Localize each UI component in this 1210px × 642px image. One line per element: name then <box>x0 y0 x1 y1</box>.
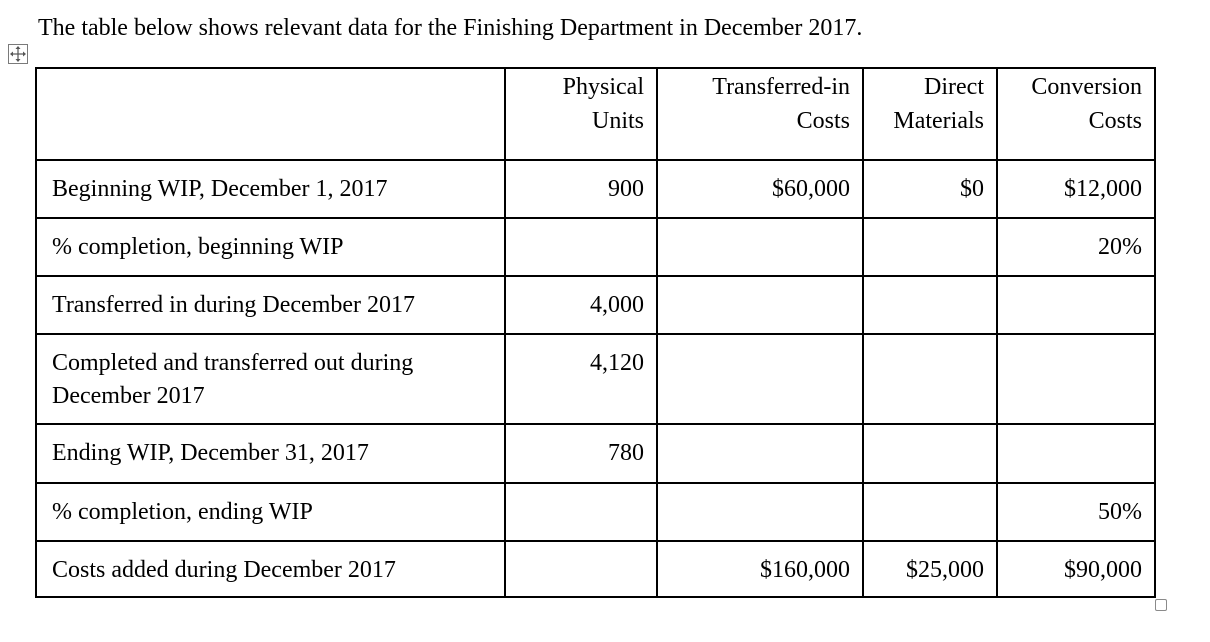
cell-direct-materials <box>863 276 997 334</box>
cell-physical-units <box>505 483 657 541</box>
row-label: Transferred in during December 2017 <box>36 276 505 334</box>
cell-conversion-costs <box>997 424 1155 483</box>
cell-transferred-in-costs <box>657 276 863 334</box>
header-row <box>36 68 1155 160</box>
cell-transferred-in-costs <box>657 483 863 541</box>
cell-physical-units: 4,000 <box>505 276 657 334</box>
table-row <box>36 334 1155 424</box>
row-label: % completion, ending WIP <box>36 483 505 541</box>
cell-direct-materials <box>863 483 997 541</box>
cell-physical-units <box>505 218 657 276</box>
row-label: Ending WIP, December 31, 2017 <box>36 424 505 483</box>
row-label: % completion, beginning WIP <box>36 218 505 276</box>
table-row <box>36 276 1155 334</box>
cell-transferred-in-costs <box>657 424 863 483</box>
cell-conversion-costs <box>997 276 1155 334</box>
cell-direct-materials: $25,000 <box>863 541 997 597</box>
four-arrows-move-icon <box>9 45 27 63</box>
table-row <box>36 483 1155 541</box>
row-label: Beginning WIP, December 1, 2017 <box>36 160 505 218</box>
cell-physical-units: 780 <box>505 424 657 483</box>
cell-transferred-in-costs: $160,000 <box>657 541 863 597</box>
table-row <box>36 160 1155 218</box>
cell-physical-units: 4,120 <box>505 334 657 424</box>
cell-direct-materials <box>863 424 997 483</box>
cell-direct-materials <box>863 218 997 276</box>
cell-conversion-costs: 50% <box>997 483 1155 541</box>
cell-physical-units: 900 <box>505 160 657 218</box>
cell-conversion-costs: 20% <box>997 218 1155 276</box>
cell-conversion-costs <box>997 334 1155 424</box>
cell-conversion-costs: $90,000 <box>997 541 1155 597</box>
table-resize-handle-icon[interactable] <box>1155 599 1167 611</box>
row-label: Completed and transferred out during December 2017 <box>36 334 505 424</box>
header-conversion-costs: Conversion Costs <box>997 68 1155 160</box>
header-blank-cell <box>36 68 505 160</box>
cell-direct-materials <box>863 334 997 424</box>
cell-direct-materials: $0 <box>863 160 997 218</box>
header-direct-materials: Direct Materials <box>863 68 997 160</box>
table-move-handle-icon[interactable] <box>8 44 28 64</box>
table-row <box>36 541 1155 597</box>
table-row <box>36 424 1155 483</box>
header-transferred-in-costs: Transferred-in Costs <box>657 68 863 160</box>
cell-transferred-in-costs: $60,000 <box>657 160 863 218</box>
intro-text: The table below shows relevant data for the Finishing Department in December 2017. <box>38 15 863 41</box>
cell-transferred-in-costs <box>657 334 863 424</box>
cell-transferred-in-costs <box>657 218 863 276</box>
row-label: Costs added during December 2017 <box>36 541 505 597</box>
cell-physical-units <box>505 541 657 597</box>
finishing-department-table <box>35 67 1156 598</box>
table-row <box>36 218 1155 276</box>
header-physical-units: Physical Units <box>505 68 657 160</box>
cell-conversion-costs: $12,000 <box>997 160 1155 218</box>
